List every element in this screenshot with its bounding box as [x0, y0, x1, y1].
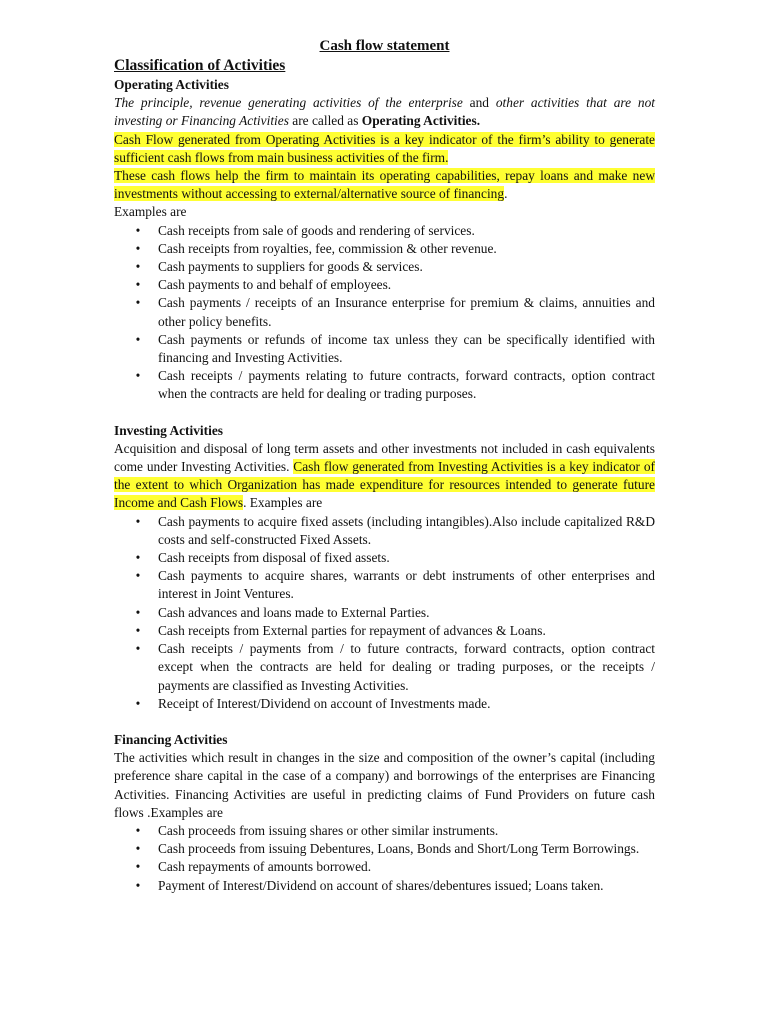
list-item-text: Cash receipts from sale of goods and rendering of services. [158, 222, 475, 238]
bullet-icon: • [135, 240, 141, 256]
section-spacer [114, 404, 655, 422]
operating-intro-text-2: are called as [288, 113, 362, 129]
bullet-icon: • [135, 331, 141, 347]
bullet-icon: • [135, 695, 141, 711]
bullet-icon: • [135, 822, 141, 838]
bullet-icon: • [135, 641, 141, 657]
bullet-icon: • [135, 604, 141, 620]
list-item-text: Cash payments to suppliers for goods & services. [158, 259, 423, 275]
investing-intro [114, 440, 655, 513]
list-item-text: Payment of Interest/Dividend on account of shares/debentures issued; Loans taken. [158, 877, 604, 893]
investing-intro-text: Acquisition and disposal of long term assets and other investments not included in cash equivalents come under Investing Activities. [114, 440, 655, 475]
bullet-icon: • [135, 622, 141, 638]
list-item [135, 549, 655, 567]
list-item-text: Cash proceeds from issuing Debentures, Loans, Bonds and Short/Long Term Borrowings. [158, 841, 640, 857]
bullet-icon: • [135, 295, 141, 311]
document-content [114, 36, 655, 895]
list-item-text: Cash payments to acquire shares, warrants or debt instruments of other enterprises and interest in Joint Ventures. [158, 568, 655, 602]
list-item-text: Cash payments to acquire fixed assets (including intangibles).Also include capitalized R&D costs and self-constructed Fixed Assets. [158, 513, 655, 547]
list-item-text: Cash receipts from External parties for repayment of advances & Loans. [158, 622, 546, 638]
list-item [135, 822, 655, 840]
list-item [135, 294, 655, 330]
operating-intro-bold: Operating Activities. [361, 113, 481, 129]
investing-heading: Investing Activities [114, 422, 223, 438]
list-item [135, 331, 655, 367]
list-item-text: Cash payments / receipts of an Insurance enterprise for premium & claims, annuities and other policy benefits. [158, 295, 655, 329]
list-item-text: Cash receipts / payments from / to future contracts, forward contracts, option contract except when the contracts are held for dealing or trading purposes, or the receipts / payments are classified as Investing Activities. [158, 641, 655, 693]
bullet-icon: • [135, 259, 141, 275]
list-item-text: Cash advances and loans made to External Parties. [158, 604, 430, 620]
list-item [135, 858, 655, 876]
list-item-text: Receipt of Interest/Dividend on account of Investments made. [158, 695, 491, 711]
bullet-icon: • [135, 568, 141, 584]
list-item [135, 640, 655, 695]
list-item [135, 604, 655, 622]
list-item [135, 622, 655, 640]
section-spacer [114, 713, 655, 731]
list-item [135, 513, 655, 549]
operating-highlight-2-after: . [504, 186, 508, 202]
operating-highlight-2 [114, 167, 655, 203]
list-item [135, 240, 655, 258]
document-subtitle: Classification of Activities [114, 57, 286, 74]
bullet-icon: • [135, 859, 141, 875]
investing-highlight-text: Cash flow generated from Investing Activities is a key indicator of the extent to which Organization has made expenditure for resources intended to generate future Income and Cash Flows [114, 459, 655, 511]
bullet-icon: • [135, 277, 141, 293]
list-item [135, 567, 655, 603]
list-item-text: Cash payments or refunds of income tax unless they can be specifically identified with financing and Investing Activities. [158, 331, 655, 366]
operating-highlight-2-text: These cash flows help the firm to maintain its operating capabilities, repay loans and make new investments without accessing to external/alternative source of financing [114, 168, 655, 202]
list-item [135, 840, 655, 858]
operating-examples-label: Examples are [114, 204, 187, 220]
investing-list [114, 513, 655, 713]
list-item-text: Cash receipts / payments relating to future contracts, forward contracts, option contract when the contracts are held for dealing or trading purposes. [158, 368, 655, 402]
list-item [135, 695, 655, 713]
financing-list [114, 822, 655, 895]
bullet-icon: • [135, 368, 141, 384]
operating-list [114, 222, 655, 404]
bullet-icon: • [135, 222, 141, 238]
bullet-icon: • [135, 877, 141, 893]
list-item [135, 276, 655, 294]
document-title: Cash flow statement [319, 38, 450, 54]
list-item-text: Cash repayments of amounts borrowed. [158, 859, 372, 875]
list-item-text: Cash receipts from disposal of fixed assets. [158, 550, 390, 566]
list-item [135, 258, 655, 276]
bullet-icon: • [135, 513, 141, 529]
list-item-text: Cash payments to and behalf of employees. [158, 277, 392, 293]
list-item [135, 367, 655, 403]
financing-intro: The activities which result in changes in the size and composition of the owner’s capital (including preference share capital in the case of a company) and borrowings of the enterprises are Financing Activities. Financing Activities are useful in predicting claims of Fund Providers on future cash flows .Examples are [114, 750, 655, 820]
list-item-text: Cash proceeds from issuing shares or other similar instruments. [158, 822, 499, 838]
operating-intro-text-1: and [462, 95, 496, 111]
operating-highlight-1 [114, 131, 655, 167]
operating-intro-italic-2: other activities that are not investing or Financing Activities [114, 95, 656, 129]
list-item-text: Cash receipts from royalties, fee, commission & other revenue. [158, 240, 497, 256]
list-item [135, 222, 655, 240]
bullet-icon: • [135, 550, 141, 566]
financing-heading: Financing Activities [114, 731, 228, 747]
bullet-icon: • [135, 841, 141, 857]
operating-intro-italic-1: The principle, revenue generating activities of the enterprise [114, 95, 463, 111]
operating-highlight-1-text: Cash Flow generated from Operating Activities is a key indicator of the firm’s ability to generate sufficient cash flows from main business activities of the firm. [114, 131, 655, 165]
list-item [135, 877, 655, 895]
investing-intro-after: . Examples are [243, 495, 323, 511]
operating-intro [114, 94, 655, 130]
operating-heading: Operating Activities [114, 77, 229, 92]
